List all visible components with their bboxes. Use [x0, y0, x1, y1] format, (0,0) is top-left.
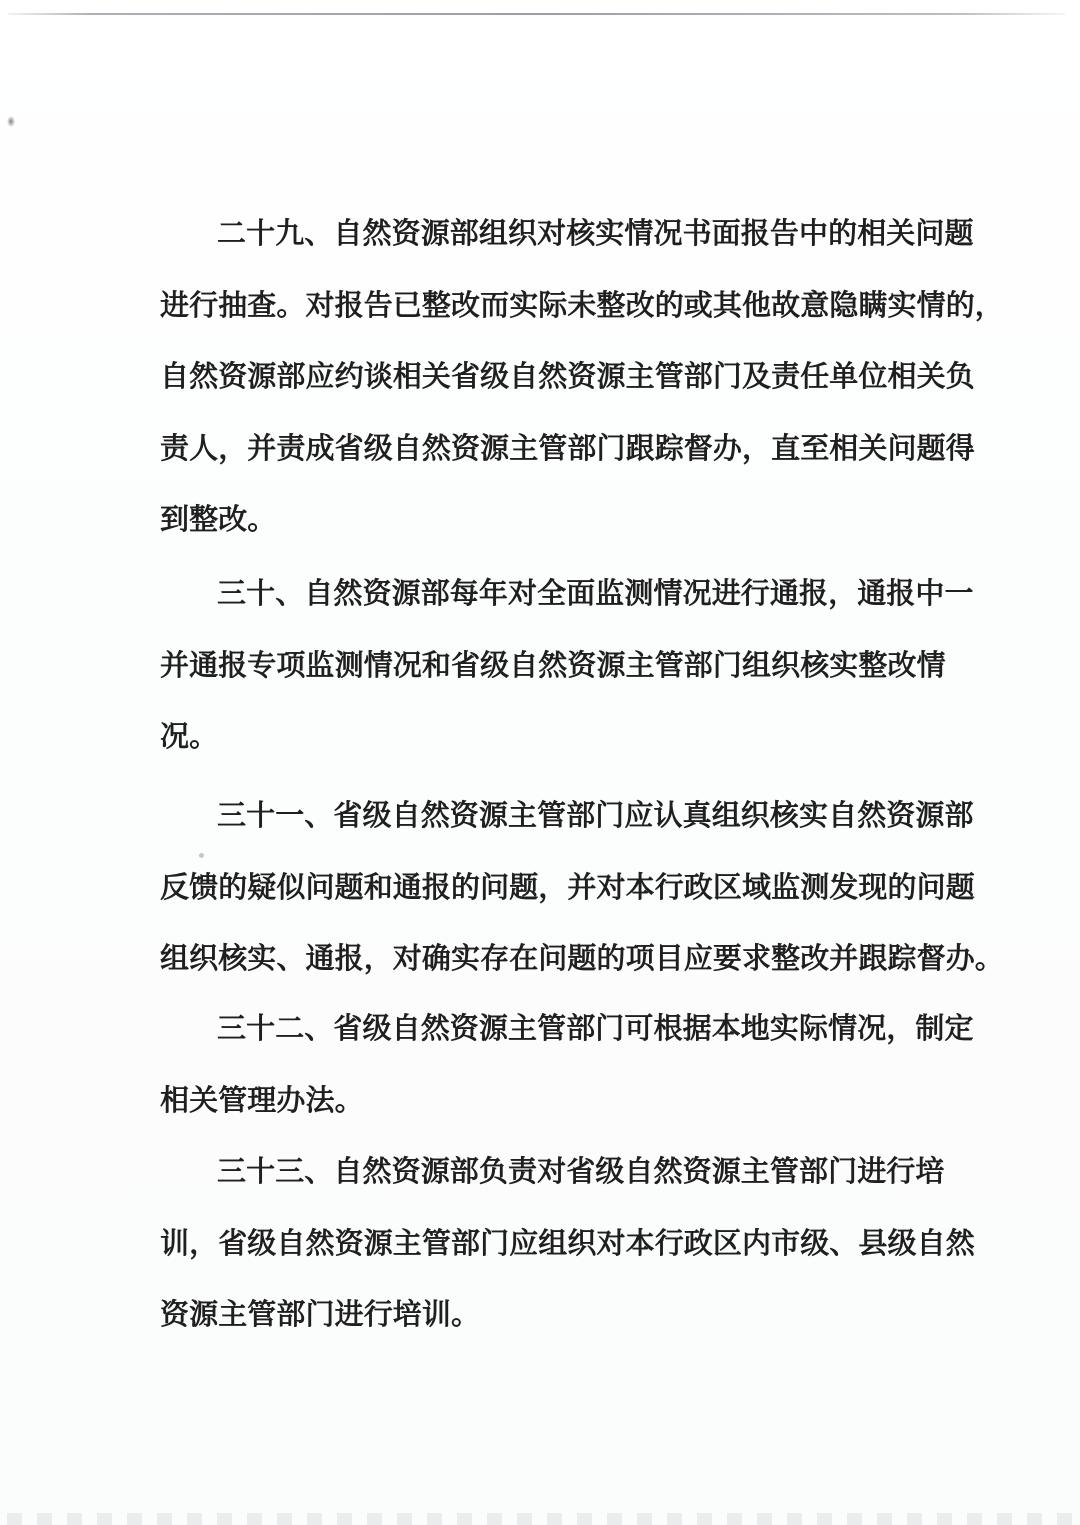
text-line: 进行抽查。对报告已整改而实际未整改的或其他故意隐瞒实情的， [160, 289, 1004, 322]
paragraph-clause-29 [160, 199, 1010, 557]
paragraph-clause-31 [160, 781, 1010, 996]
text-line: 反馈的疑似问题和通报的问题，并对本行政区域监测发现的问题 [160, 871, 975, 904]
text-line: 三十、自然资源部每年对全面监测情况进行通报，通报中一 [217, 578, 974, 610]
paragraph-clause-32 [160, 994, 1010, 1137]
text-line: 三十二、省级自然资源主管部门可根据本地实际情况，制定 [217, 1013, 974, 1045]
text-line: 三十三、自然资源部负责对省级自然资源主管部门进行培 [217, 1156, 945, 1188]
text-line: 并通报专项监测情况和省级自然资源主管部门组织核实整改情 [160, 649, 946, 682]
text-line: 到整改。 [160, 504, 277, 536]
text-line: 三十一、省级自然资源主管部门应认真组织核实自然资源部 [217, 800, 974, 832]
paper-perforation-edge [0, 1513, 1080, 1525]
text-line: 二十九、自然资源部组织对核实情况书面报告中的相关问题 [217, 218, 974, 250]
text-line: 责人，并责成省级自然资源主管部门跟踪督办，直至相关问题得 [160, 432, 975, 465]
text-line: 自然资源部应约谈相关省级自然资源主管部门及责任单位相关负 [160, 361, 975, 393]
text-line: 相关管理办法。 [160, 1084, 364, 1117]
ink-speck [7, 116, 15, 127]
paragraph-clause-33 [160, 1137, 1010, 1352]
scan-artifact-line [8, 13, 1066, 15]
text-line: 况。 [160, 721, 219, 753]
text-line: 资源主管部门进行培训。 [160, 1299, 481, 1331]
text-line: 训，省级自然资源主管部门应组织对本行政区内市级、县级自然 [160, 1227, 975, 1260]
text-line: 组织核实、通报，对确实存在问题的项目应要求整改并跟踪督办。 [160, 943, 1004, 975]
paragraph-clause-30 [160, 559, 1010, 774]
